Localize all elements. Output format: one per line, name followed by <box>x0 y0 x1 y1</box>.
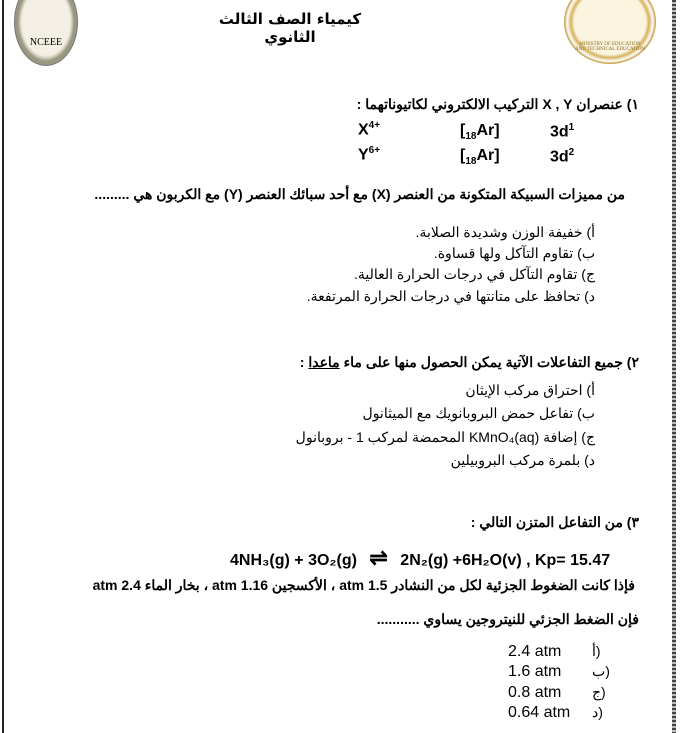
y-d: $3d^2$ <box>550 147 575 166</box>
q3-answer-b[interactable]: 1.6 atm ب) <box>508 663 610 680</box>
ministry-logo: MINISTRY OF EDUCATION AND TECHNICAL EDUCATION <box>564 0 656 64</box>
q3-line2: فإن الضغط الجزئي للنيتروجين يساوي ........... <box>376 611 639 627</box>
q1-option-b[interactable]: ب) تقاوم التآكل ولها قساوة. <box>433 245 595 261</box>
x-core: $[_{18}Ar]$ <box>460 122 500 143</box>
q2-stem: ٢) جميع التفاعلات الآتية يمكن الحصول منها على ماء ماعدا : <box>299 354 639 370</box>
page-title: كيمياء الصف الثالث الثانوي <box>218 10 362 46</box>
q1-question: من مميزات السبيكة المتكونة من العنصر (X) مع أحد سبائك العنصر (Y) مع الكربون هي ......... <box>94 186 625 202</box>
equilibrium-equation: 4NH₃(g) + 3O₂(g) ⇌ 2N₂(g) +6H₂O(v) , Kp= 15.47 <box>230 545 611 570</box>
q2-option-b[interactable]: ب) تفاعل حمض البروبانويك مع الميثانول <box>362 405 595 421</box>
q3-stem: ٣) من التفاعل المتزن التالي : <box>470 514 639 530</box>
q3-line1: فإذا كانت الضغوط الجزئية لكل من النشادر 1.5 atm ، الأكسجين 1.16 atm ، بخار الماء 2.4 atm <box>92 577 635 593</box>
q1-option-d[interactable]: د) تحافظ على متانتها في درجات الحرارة المرتفعة. <box>306 288 595 304</box>
q1-stem: ١) عنصران X , Y التركيب الالكتروني لكاتيوناتهما : <box>356 96 639 112</box>
q1-option-c[interactable]: ج) تقاوم التآكل في درجات الحرارة العالية. <box>353 266 595 282</box>
y-core: $[_{18}Ar]$ <box>460 147 500 168</box>
q2-option-a[interactable]: أ) احتراق مركب الإيثان <box>465 382 595 398</box>
y-ion: $Y^{6+}$ <box>358 145 381 164</box>
q3-answer-a[interactable]: 2.4 atm أ) <box>508 643 601 660</box>
q1-option-a[interactable]: أ) خفيفة الوزن وشديدة الصلابة. <box>415 224 595 240</box>
page-border-right <box>672 0 676 733</box>
q2-option-d[interactable]: د) بلمرة مركب البروبيلين <box>450 452 595 468</box>
nceee-logo: NCEEE <box>14 0 78 66</box>
q2-option-c[interactable]: ج) إضافة KMnO₄(aq) المحمضة لمركب 1 - بروبانول <box>295 429 595 445</box>
q3-answer-d[interactable]: 0.64 atm د) <box>508 704 603 721</box>
x-ion: $X^{4+}$ <box>358 120 381 139</box>
page-border-left <box>2 0 4 733</box>
x-d: $3d^1$ <box>550 122 575 141</box>
q3-answer-c[interactable]: 0.8 atm ج) <box>508 684 606 701</box>
